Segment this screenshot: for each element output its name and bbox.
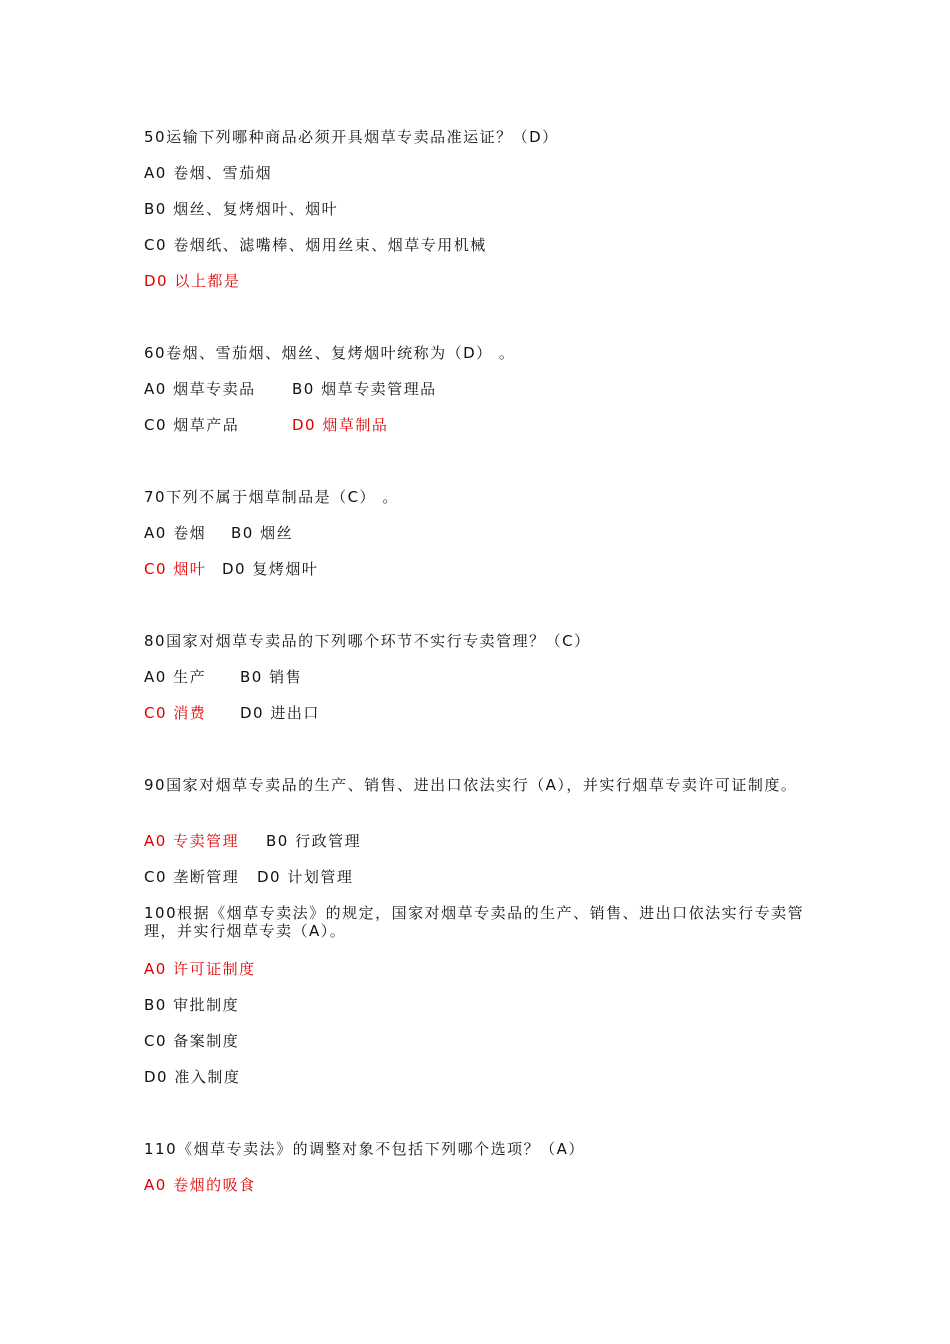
question-stem: 110《烟草专卖法》的调整对象不包括下列哪个选项？（A）: [144, 1140, 585, 1158]
option-a-answer: A0 许可证制度: [144, 960, 256, 978]
option-a: A0 烟草专卖品: [144, 380, 256, 398]
option-c: C0 烟草产品: [144, 416, 240, 434]
question-stem: 60卷烟、雪茄烟、烟丝、复烤烟叶统称为（D） 。: [144, 344, 516, 362]
option-b: B0 审批制度: [144, 996, 240, 1014]
option-c-answer: C0 消费: [144, 704, 207, 722]
option-a: A0 生产: [144, 668, 207, 686]
question-stem: 70下列不属于烟草制品是（C） 。: [144, 488, 399, 506]
option-c-answer: C0 烟叶: [144, 560, 207, 578]
option-d: D0 复烤烟叶: [222, 560, 319, 578]
question-stem: 80国家对烟草专卖品的下列哪个环节不实行专卖管理？（C）: [144, 632, 591, 650]
option-a: A0 卷烟: [144, 524, 207, 542]
option-b: B0 销售: [240, 668, 303, 686]
option-d: D0 进出口: [240, 704, 320, 722]
option-d-answer: D0 以上都是: [144, 272, 241, 290]
question-stem: 90国家对烟草专卖品的生产、销售、进出口依法实行（A），并实行烟草专卖许可证制度。: [144, 776, 798, 794]
option-c: C0 备案制度: [144, 1032, 240, 1050]
option-b: B0 烟草专卖管理品: [292, 380, 437, 398]
option-d: D0 计划管理: [257, 868, 354, 886]
option-b: B0 烟丝、复烤烟叶、烟叶: [144, 200, 339, 218]
question-stem: 50运输下列哪种商品必须开具烟草专卖品准运证？（D）: [144, 128, 559, 146]
question-stem: 100根据《烟草专卖法》的规定，国家对烟草专卖品的生产、销售、进出口依法实行专卖管理，并实行烟草专卖（A）。: [144, 904, 805, 940]
option-b: B0 烟丝: [231, 524, 294, 542]
option-b: B0 行政管理: [266, 832, 362, 850]
option-a-answer: A0 专卖管理: [144, 832, 240, 850]
option-c: C0 垄断管理: [144, 868, 240, 886]
option-d-answer: D0 烟草制品: [292, 416, 389, 434]
option-c: C0 卷烟纸、滤嘴棒、烟用丝束、烟草专用机械: [144, 236, 487, 254]
option-a-answer: A0 卷烟的吸食: [144, 1176, 256, 1194]
option-a: A0 卷烟、雪茄烟: [144, 164, 273, 182]
option-d: D0 准入制度: [144, 1068, 241, 1086]
